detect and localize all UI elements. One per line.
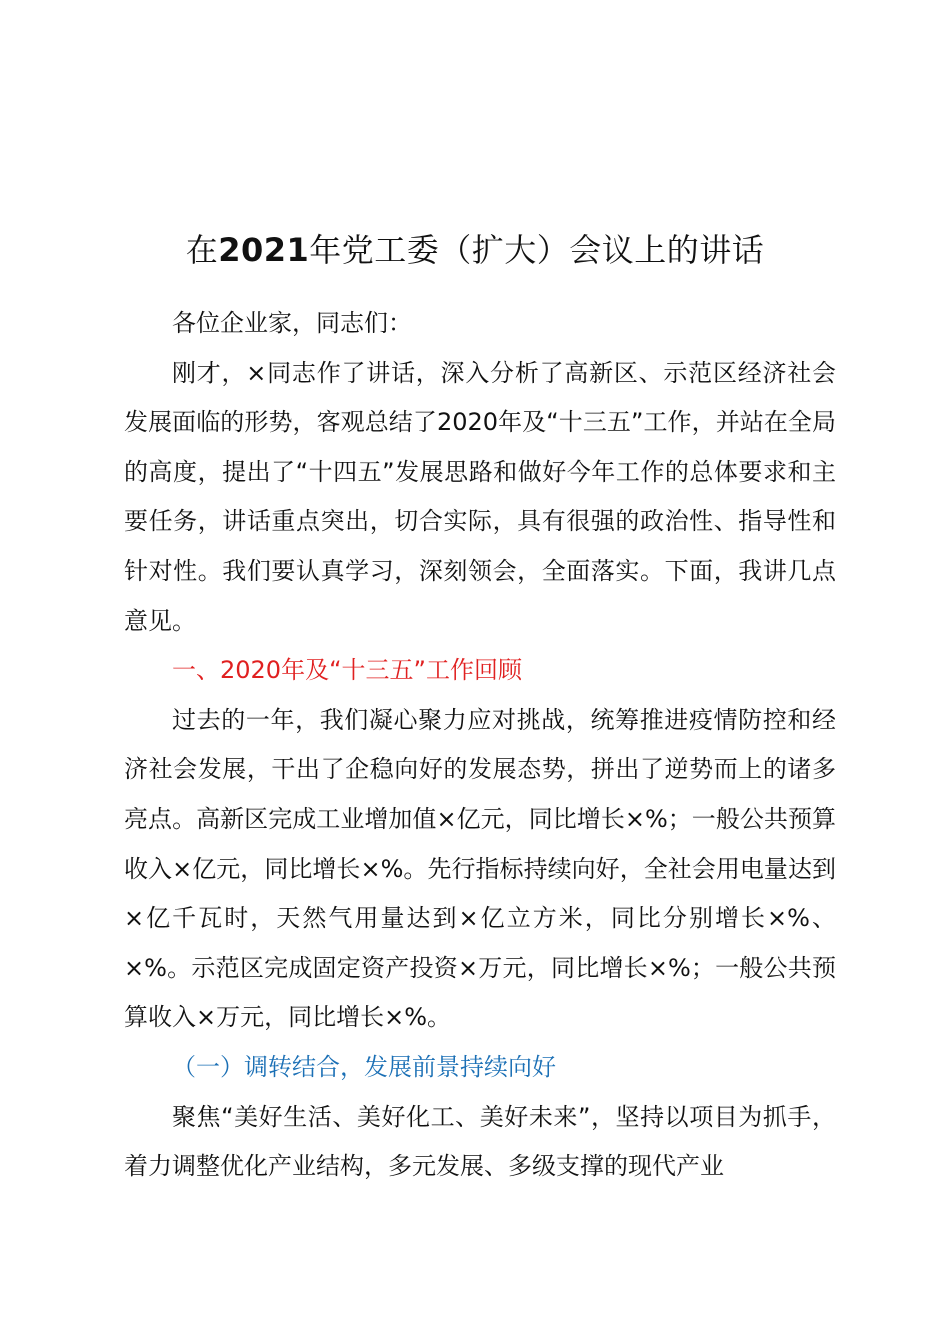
review-paragraph: 过去的一年，我们凝心聚力应对挑战，统筹推进疫情防控和经济社会发展，干出了企稳向好的发展态势，拼出了逆势而上的诸多亮点。高新区完成工业增加值×亿元，同比增长×%；一般公共预算收入×亿元，同比增长×%。先行指标持续向好，全社会用电量达到×亿千瓦时，天然气用量达到×亿立方米，同比分别增长×%、×%。示范区完成固定资产投资×万元，同比增长×%；一般公共预算收入×万元，同比增长×%。 xyxy=(124,705,836,1032)
document-title xyxy=(0,226,950,274)
subsection-heading-1: （一）调转结合，发展前景持续向好 xyxy=(172,1052,556,1081)
title-year: 2021 xyxy=(218,231,310,269)
document-body xyxy=(124,299,836,1192)
salutation-paragraph: 各位企业家，同志们： xyxy=(172,309,412,337)
subsection-paragraph: 聚焦“美好生活、美好化工、美好未来”，坚持以项目为抓手，着力调整优化产业结构，多元发展、多级支撑的现代产业 xyxy=(124,1102,836,1181)
title-prefix: 在 xyxy=(185,231,219,269)
intro-paragraph: 刚才，×同志作了讲话，深入分析了高新区、示范区经济社会发展面临的形势，客观总结了2020年及“十三五”工作，并站在全局的高度，提出了“十四五”发展思路和做好今年工作的总体要求和主要任务，讲话重点突出，切合实际，具有很强的政治性、指导性和针对性。我们要认真学习，深刻领会，全面落实。下面，我讲几点意见。 xyxy=(124,358,836,635)
section-heading-1: 一、2020年及“十三五”工作回顾 xyxy=(172,656,522,685)
title-suffix: 年党工委（扩大）会议上的讲话 xyxy=(309,231,765,269)
